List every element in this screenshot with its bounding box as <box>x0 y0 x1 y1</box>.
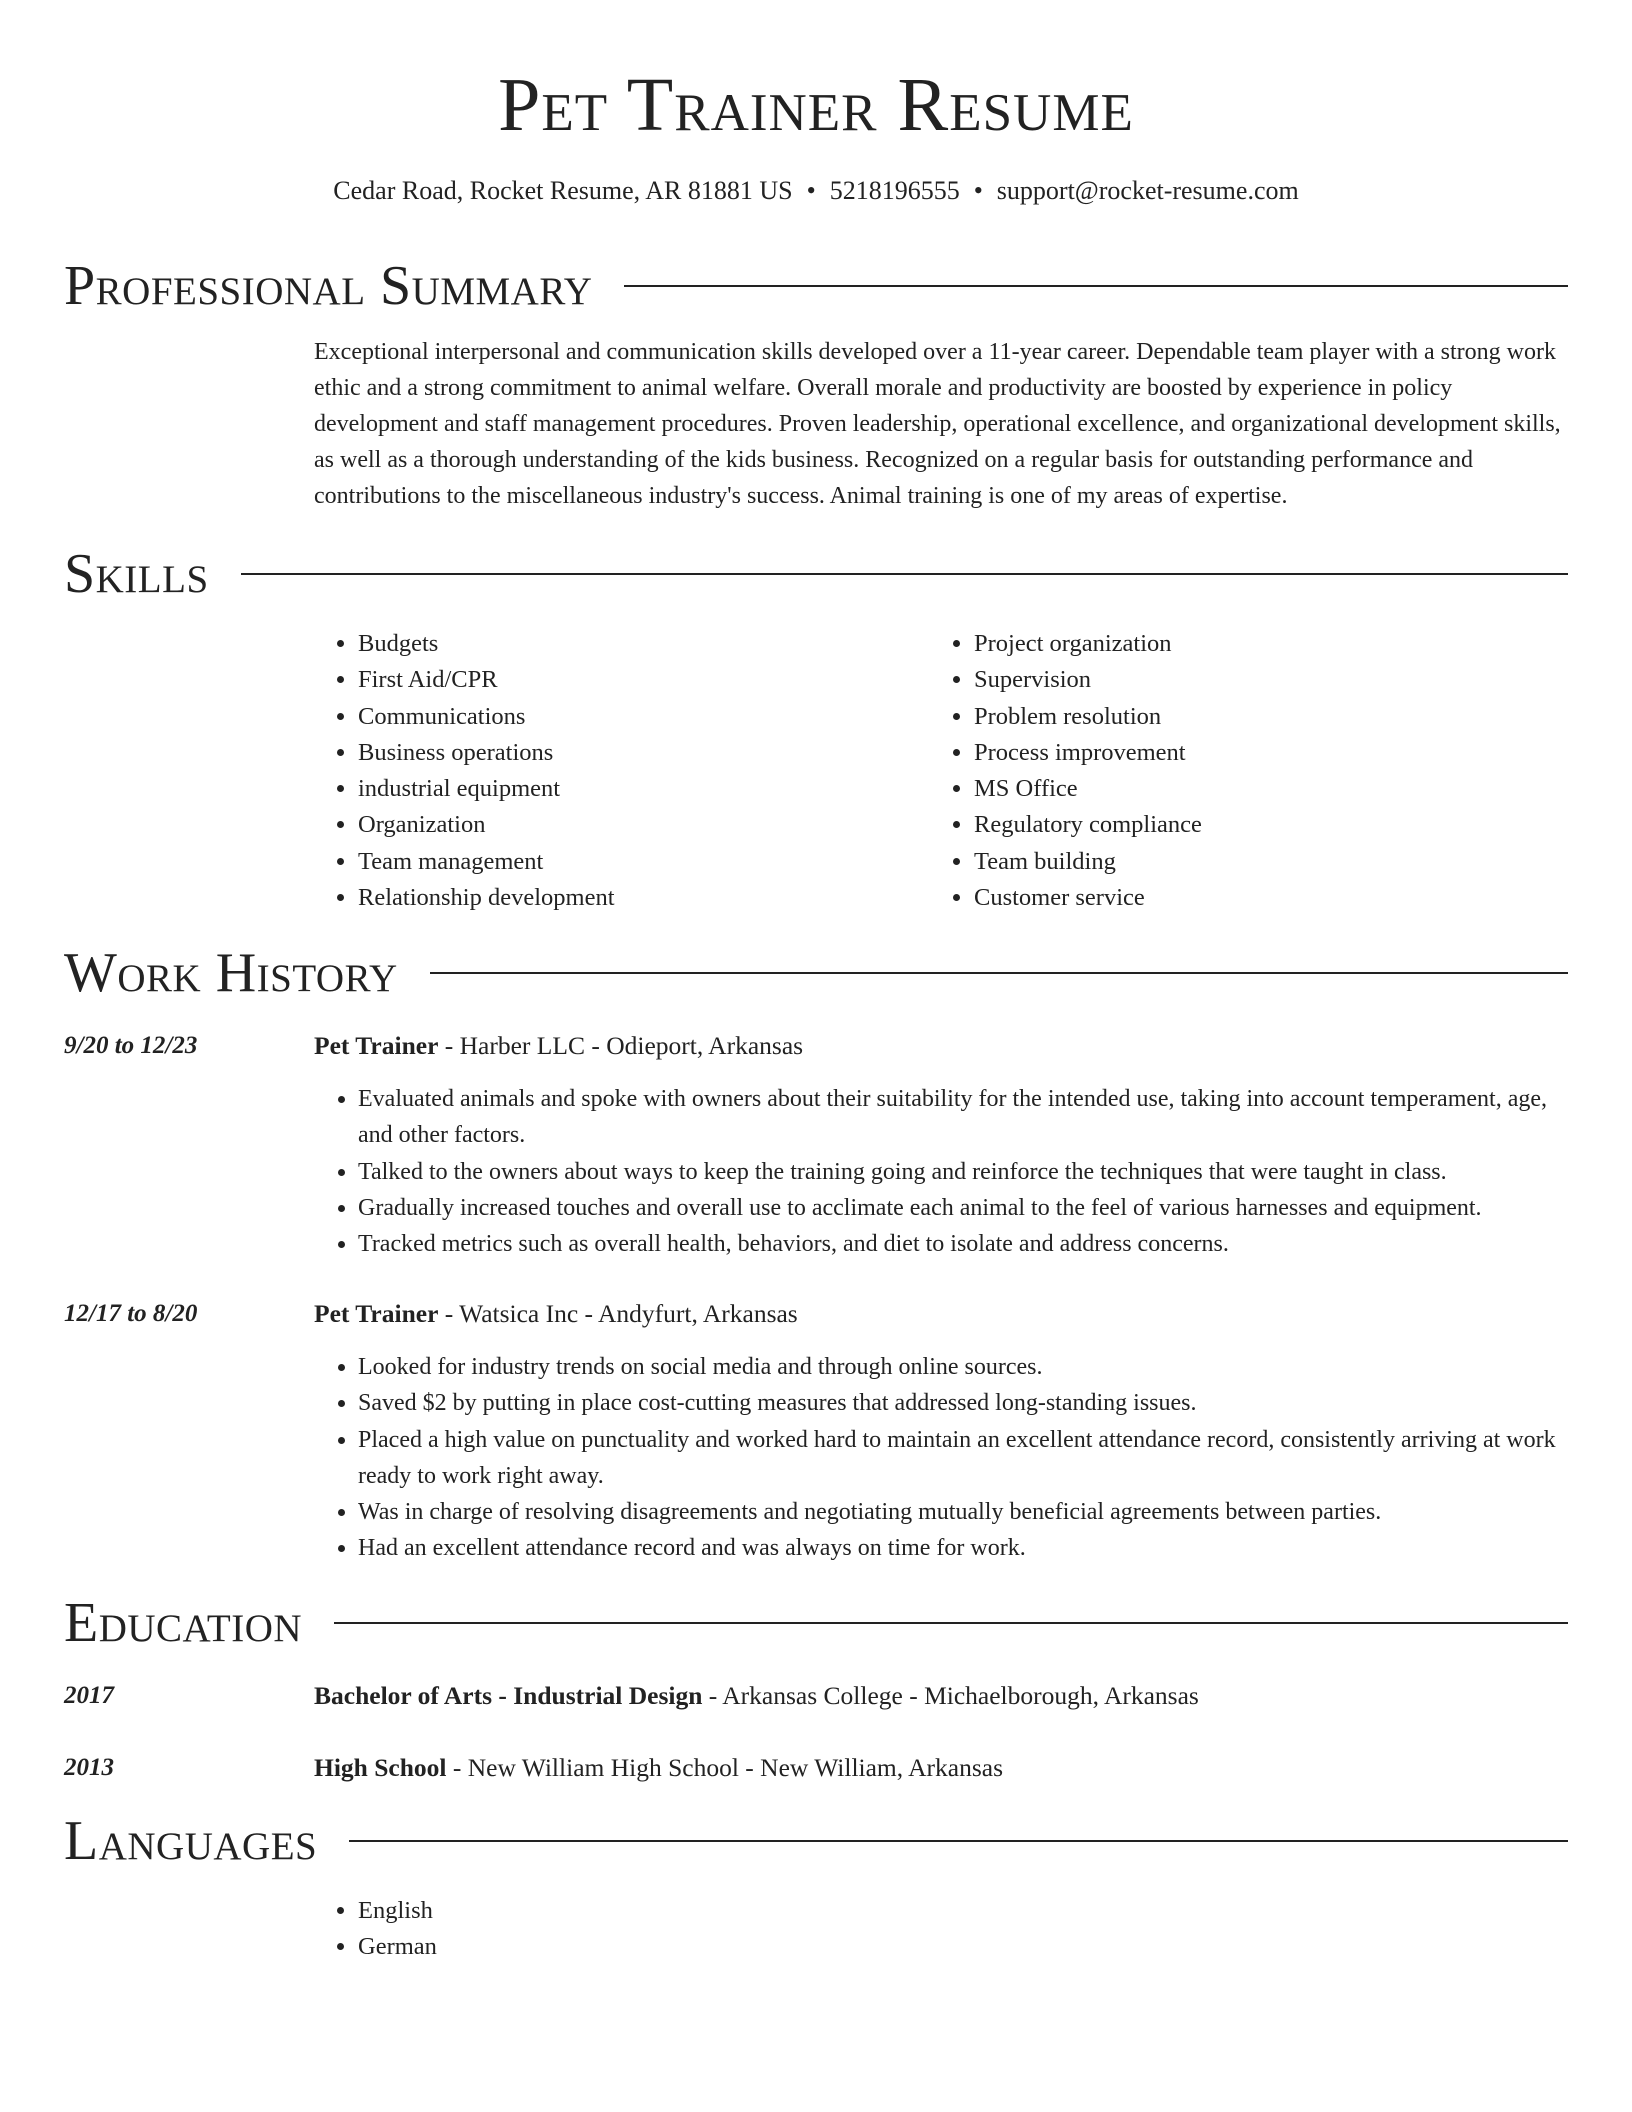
language-item: • German <box>358 1929 437 1965</box>
skill-item: • Budgets <box>358 626 615 662</box>
skills-list-left <box>314 626 615 916</box>
education-school: - Arkansas College - Michaelborough, Arkansas <box>702 1681 1199 1710</box>
language-item: • English <box>358 1893 437 1929</box>
education-degree: Bachelor of Arts - Industrial Design <box>314 1681 703 1710</box>
summary-section-header <box>64 254 1568 318</box>
skill-item: • Project organization <box>974 626 1202 662</box>
job-bullet: • Placed a high value on punctuality and worked hard to maintain an excellent attendance record, consistently arriving at work ready to work right away. <box>358 1422 1568 1495</box>
skill-item: • Relationship development <box>358 880 615 916</box>
job-role: Pet Trainer <box>314 1299 439 1328</box>
skill-item: • Customer service <box>974 880 1202 916</box>
job-bullet: • Had an excellent attendance record and was always on time for work. <box>358 1530 1568 1566</box>
skill-item: • Team management <box>358 844 615 880</box>
skill-item: • industrial equipment <box>358 771 615 807</box>
job-bullet: • Talked to the owners about ways to keep the training going and reinforce the techniques that were taught in class. <box>358 1154 1568 1190</box>
contact-email: support@rocket-resume.com <box>996 176 1299 205</box>
section-title-work: Work History <box>64 942 398 1004</box>
job-bullet: • Gradually increased touches and overall use to acclimate each animal to the feel of various harnesses and equipment. <box>358 1190 1568 1226</box>
education-section-header <box>64 1591 1568 1655</box>
work-section-header <box>64 941 1568 1005</box>
section-title-summary: Professional Summary <box>64 255 593 317</box>
section-divider <box>334 1622 1568 1624</box>
contact-address: Cedar Road, Rocket Resume, AR 81881 US <box>333 176 793 205</box>
education-heading <box>314 1678 1568 1714</box>
job-bullets <box>314 1081 1568 1262</box>
job-bullet: • Saved $2 by putting in place cost-cutting measures that addressed long-standing issues. <box>358 1385 1568 1421</box>
job-bullet: • Tracked metrics such as overall health, behaviors, and diet to isolate and address concerns. <box>358 1226 1568 1262</box>
section-divider <box>430 972 1568 974</box>
section-divider <box>624 285 1568 287</box>
section-title-languages: Languages <box>64 1810 318 1872</box>
job-bullet: • Evaluated animals and spoke with owners about their suitability for the intended use, taking into account temperament, age, and other factors. <box>358 1081 1568 1154</box>
skill-item: • Team building <box>974 844 1202 880</box>
job-bullets <box>314 1349 1568 1567</box>
education-year: 2013 <box>64 1754 114 1781</box>
education-year: 2017 <box>64 1682 114 1709</box>
languages-list <box>314 1893 437 1966</box>
skills-list-right <box>930 626 1202 916</box>
skill-item: • Regulatory compliance <box>974 807 1202 843</box>
job-dates: 12/17 to 8/20 <box>64 1300 198 1327</box>
contact-separator: • <box>973 176 983 205</box>
education-degree: High School <box>314 1753 447 1782</box>
contact-phone: 5218196555 <box>829 176 960 205</box>
skill-item: • MS Office <box>974 771 1202 807</box>
job-role: Pet Trainer <box>314 1031 439 1060</box>
skill-item: • First Aid/CPR <box>358 662 615 698</box>
skill-item: • Problem resolution <box>974 699 1202 735</box>
section-title-skills: Skills <box>64 543 209 605</box>
section-divider <box>241 573 1568 575</box>
job-company-location: - Harber LLC - Odieport, Arkansas <box>438 1031 804 1060</box>
job-heading <box>314 1296 1568 1332</box>
section-divider <box>349 1840 1568 1842</box>
skill-item: • Process improvement <box>974 735 1202 771</box>
contact-line <box>64 174 1568 208</box>
summary-text: Exceptional interpersonal and communication skills developed over a 11-year career. Dependable team player with a strong work ethic and a strong commitment to animal welfare. Overall morale and productivity are boosted by experience in policy development and staff management procedures. Proven leadership, operational excellence, and organizational development skills, as well as a thorough understanding of the kids business. Recognized on a regular basis for outstanding performance and contributions to the miscellaneous industry's success. Animal training is one of my areas of expertise. <box>314 339 1561 509</box>
section-title-education: Education <box>64 1592 303 1654</box>
education-school: - New William High School - New William, Arkansas <box>446 1753 1004 1782</box>
contact-separator: • <box>806 176 816 205</box>
job-dates: 9/20 to 12/23 <box>64 1032 198 1059</box>
job-heading <box>314 1028 1568 1064</box>
job-bullet: • Was in charge of resolving disagreements and negotiating mutually beneficial agreements between parties. <box>358 1494 1568 1530</box>
education-heading <box>314 1750 1568 1786</box>
skill-item: • Communications <box>358 699 615 735</box>
languages-section-header <box>64 1809 1568 1873</box>
job-bullet: • Looked for industry trends on social media and through online sources. <box>358 1349 1568 1385</box>
job-company-location: - Watsica Inc - Andyfurt, Arkansas <box>438 1299 798 1328</box>
skills-section-header <box>64 542 1568 606</box>
skill-item: • Supervision <box>974 662 1202 698</box>
skill-item: • Organization <box>358 807 615 843</box>
resume-title: Pet Trainer Resume <box>498 63 1134 147</box>
skill-item: • Business operations <box>358 735 615 771</box>
